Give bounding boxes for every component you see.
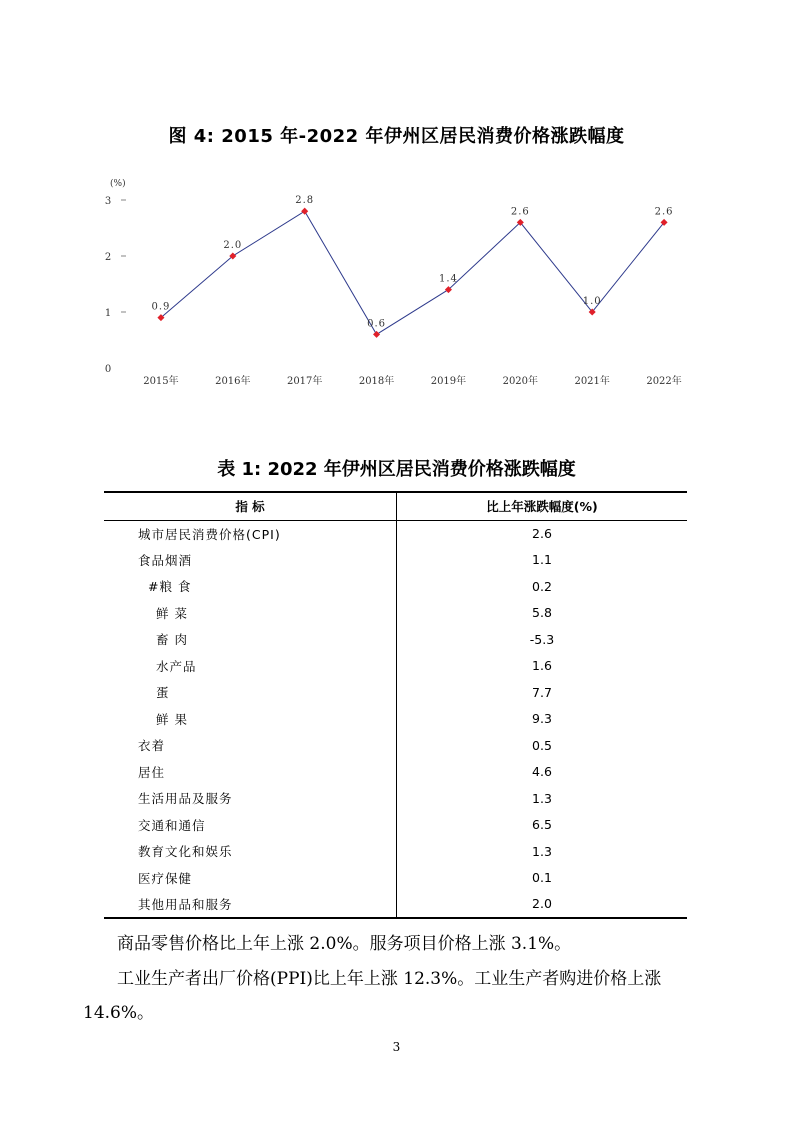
table-row [104, 759, 687, 786]
row-indicator: 食品烟酒 [104, 547, 397, 574]
table-row [104, 732, 687, 759]
x-tick-label: 2015年 [143, 376, 179, 387]
data-label: 2.6 [654, 206, 674, 218]
data-label: 1.0 [582, 296, 602, 307]
series-line [161, 211, 664, 334]
table-row [104, 573, 687, 600]
x-tick-label: 2022年 [646, 376, 682, 387]
table-row [104, 626, 687, 653]
table-row [104, 520, 687, 547]
row-indicator: 教育文化和娱乐 [104, 838, 397, 865]
row-indicator: 居住 [104, 759, 397, 786]
table-row [104, 653, 687, 680]
y-tick-label: 1 [104, 308, 112, 319]
y-tick-label: 0 [104, 364, 112, 375]
data-label: 0.6 [367, 318, 387, 330]
row-indicator: 畜 肉 [104, 626, 397, 653]
row-value: 7.7 [532, 684, 552, 700]
cpi-table [104, 491, 687, 919]
row-value: 0.1 [532, 870, 552, 886]
row-value: 4.6 [532, 764, 552, 780]
cpi-line-chart [90, 170, 710, 400]
row-indicator: 医疗保健 [104, 865, 397, 892]
x-tick-label: 2019年 [430, 376, 467, 387]
x-tick-label: 2018年 [358, 376, 395, 387]
row-value: 1.3 [532, 790, 552, 806]
header-change: 比上年涨跌幅度(%) [397, 492, 688, 520]
table-row [104, 600, 687, 627]
table-row [104, 865, 687, 892]
x-tick-label: 2016年 [215, 376, 251, 387]
row-value: 1.3 [532, 843, 552, 859]
data-point [373, 331, 380, 338]
table-title: 表 1: 2022 年伊州区居民消费价格涨跌幅度 [217, 459, 576, 480]
paragraph-ppi: 工业生产者出厂价格(PPI)比上年上涨 12.3%。工业生产者购进价格上涨 14.6%。 [83, 969, 662, 1023]
row-value: 1.6 [532, 658, 552, 674]
row-indicator: 水产品 [104, 653, 397, 680]
row-indicator: 衣着 [104, 732, 397, 759]
row-value: 0.5 [532, 737, 552, 753]
y-tick-label: 3 [104, 196, 112, 207]
table-row [104, 812, 687, 839]
row-value: 1.1 [532, 552, 552, 568]
y-axis-unit-label: (%) [110, 179, 126, 189]
row-value: 2.6 [532, 526, 552, 541]
table-row [104, 785, 687, 812]
table-row [104, 891, 687, 918]
row-indicator: 城市居民消费价格(CPI) [104, 520, 397, 547]
x-tick-label: 2020年 [502, 376, 539, 387]
row-indicator: 生活用品及服务 [104, 785, 397, 812]
row-value: 5.8 [532, 605, 552, 621]
row-indicator: 鲜 菜 [104, 600, 397, 627]
data-point [301, 208, 308, 215]
table-row [104, 706, 687, 733]
row-value: 9.3 [532, 711, 552, 727]
data-label: 0.9 [151, 301, 171, 313]
row-indicator: 鲜 果 [104, 706, 397, 733]
row-value: 2.0 [397, 891, 688, 918]
table-row [104, 679, 687, 706]
row-indicator: 蛋 [104, 679, 397, 706]
x-tick-label: 2017年 [286, 376, 323, 387]
y-tick-label: 2 [104, 252, 112, 263]
data-label: 2.8 [295, 195, 315, 207]
row-indicator: #粮 食 [104, 573, 397, 600]
row-value: 0.2 [532, 578, 552, 594]
data-label: 1.4 [438, 273, 458, 285]
row-value: 6.5 [532, 817, 552, 833]
data-label: 2.0 [223, 240, 243, 251]
table-row [104, 547, 687, 574]
data-label: 2.6 [510, 206, 530, 218]
row-value: -5.3 [529, 631, 555, 647]
row-indicator: 交通和通信 [104, 812, 397, 839]
table-row [104, 838, 687, 865]
header-indicator: 指 标 [104, 492, 397, 520]
row-indicator: 其他用品和服务 [104, 891, 397, 918]
paragraph-retail-price: 商品零售价格比上年上涨 2.0%。服务项目价格上涨 3.1%。 [117, 934, 572, 954]
figure-title: 图 4: 2015 年-2022 年伊州区居民消费价格涨跌幅度 [168, 126, 625, 147]
x-tick-label: 2021年 [574, 376, 610, 387]
page-number: 3 [392, 1040, 401, 1054]
table-header-row [104, 492, 687, 520]
